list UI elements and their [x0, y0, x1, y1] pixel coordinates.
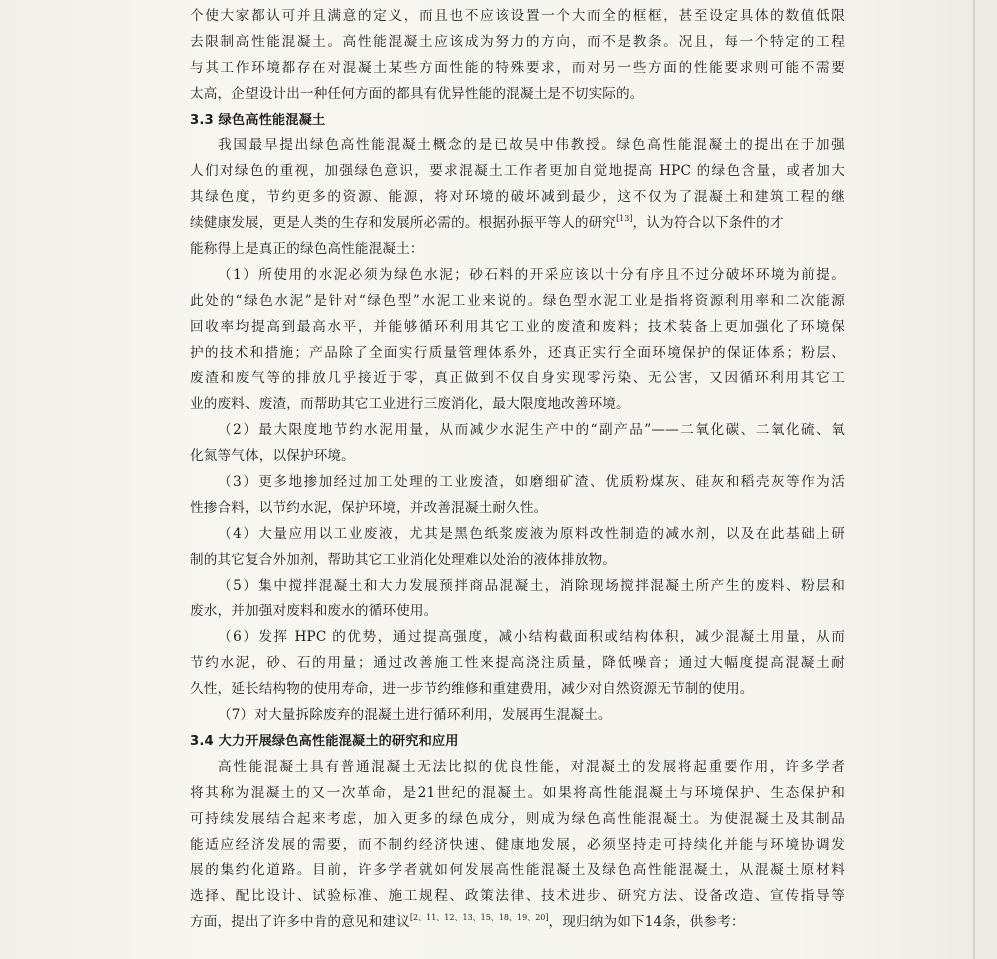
text-line: 废水，并加强对废料和废水的循环使用。 — [190, 603, 438, 620]
text-line-with-citation — [190, 211, 845, 237]
section-heading-3-4: 3.4 大力开展绿色高性能混凝土的研究和应用 — [190, 733, 459, 749]
text-line: 去限制高性能混凝土。高性能混凝土应该成为努力的方向，而不是教条。况且，每一个特定的工程 — [190, 33, 845, 50]
citation-reference: [2、11、12、13、15、18、19、20] — [409, 913, 549, 923]
text-line: （3）更多地掺加经过加工处理的工业废渣，如磨细矿渣、优质粉煤灰、硅灰和稻壳灰等作为活 — [218, 474, 845, 491]
document-body — [190, 4, 845, 936]
text-line: 此处的“绿色水泥”是针对“绿色型”水泥工业来说的。绿色型水泥工业是指将资源利用率和二次能源 — [190, 292, 845, 309]
text-line: 与其工作环境都存在对混凝土某些方面性能的特殊要求，而对另一些方面的性能要求则可能不需要 — [190, 59, 845, 76]
section-3-4-paragraph — [190, 755, 845, 936]
text-line: 可持续发展结合起来考虑，加入更多的绿色成分，则成为绿色高性能混凝土。为使混凝土及其制品 — [190, 810, 845, 827]
condition-item-5 — [190, 574, 845, 626]
text-line: （5）集中搅拌混凝土和大力发展预拌商品混凝土，消除现场搅拌混凝土所产生的废料、粉层和 — [218, 577, 845, 594]
intro-paragraph — [190, 4, 845, 108]
text-line: 高性能混凝土具有普通混凝土无法比拟的优良性能，对混凝土的发展将起重要作用，许多学者 — [218, 758, 845, 775]
text-line: 业的废料、废渣，而帮助其它工业进行三废消化，最大限度地改善环境。 — [190, 396, 630, 413]
text-line: （1）所使用的水泥必须为绿色水泥；砂石料的开采应该以十分有序且不过分破坏环境为前提。 — [218, 266, 845, 283]
text-line: 废渣和废气等的排放几乎接近于零，真正做到不仅自身实现零污染、无公害，又因循环利用其它工 — [190, 370, 845, 387]
text-line: 选择、配比设计、试验标准、施工规程、政策法律、技术进步、研究方法、设备改造、宣传指导等 — [190, 888, 845, 905]
text-line: 将其称为混凝土的又一次革命，是21世纪的混凝土。如果将高性能混凝土与环境保护、生态保护和 — [190, 784, 845, 801]
text-line: 制的其它复合外加剂，帮助其它工业消化处理难以处治的液体排放物。 — [190, 551, 617, 568]
text-line: 能适应经济发展的需要，而不制约经济快速、健康地发展，必须坚持走可持续化并能与环境协调发 — [190, 836, 845, 853]
text-after-citation: ，现归纳为如下14条，供参考： — [548, 914, 745, 931]
section-3-3-paragraph — [190, 133, 845, 262]
text-line: 太高，企望设计出一种任何方面的都具有优异性能的混凝土是不切实际的。 — [190, 85, 644, 102]
citation-reference: [13] — [616, 214, 633, 224]
text-line: 展的集约化道路。目前，许多学者就如何发展高性能混凝土及绿色高性能混凝土，从混凝土原材料 — [190, 862, 845, 879]
text-line: （2）最大限度地节约水泥用量，从而减少水泥生产中的“副产品”——二氧化碳、二氧化硫、氧 — [218, 422, 845, 439]
condition-item-7 — [190, 703, 845, 729]
text-line: 能称得上是真正的绿色高性能混凝土： — [190, 241, 424, 258]
text-before-citation: 方面，提出了许多中肯的意见和建议 — [190, 914, 410, 931]
text-line: 久性，延长结构物的使用寿命，进一步节约维修和重建费用，减少对自然资源无节制的使用。 — [190, 681, 754, 698]
text-line: 护的技术和措施；产品除了全面实行质量管理体系外，还真正实行全面环境保护的保证体系；粉层、 — [190, 344, 845, 361]
text-line: 其绿色度，节约更多的资源、能源，将对环境的破坏减到最少，这不仅为了混凝土和建筑工程的继 — [190, 189, 845, 206]
condition-item-1 — [190, 263, 845, 418]
text-line: 人们对绿色的重视，加强绿色意识，要求混凝土工作者更加自觉地提高 HPC 的绿色含量，或者加大 — [190, 163, 845, 180]
text-line: （7）对大量拆除废弃的混凝土进行循环利用，发展再生混凝土。 — [218, 707, 612, 724]
text-line: 性掺合料，以节约水泥，保护环境，并改善混凝土耐久性。 — [190, 499, 548, 516]
text-line: （6）发挥 HPC 的优势，通过提高强度，减小结构截面积或结构体积，减少混凝土用量，从而 — [218, 629, 845, 646]
text-line: 回收率均提高到最高水平，并能够循环利用其它工业的废渣和废料；技术装备上更加强化了环境保 — [190, 318, 845, 335]
condition-item-4 — [190, 522, 845, 574]
section-heading-3-3: 3.3 绿色高性能混凝土 — [190, 112, 326, 128]
page-edge-shadow — [973, 0, 975, 959]
condition-item-3 — [190, 470, 845, 522]
text-line: （4）大量应用以工业废液，尤其是黑色纸浆废液为原料改性制造的减水剂，以及在此基础上研 — [218, 525, 845, 542]
condition-item-2 — [190, 418, 845, 470]
text-line: 节约水泥，砂、石的用量；通过改善施工性来提高浇注质量，降低噪音；通过大幅度提高混凝土耐 — [190, 655, 845, 672]
condition-item-6 — [190, 625, 845, 703]
text-line: 个使大家都认可并且满意的定义，而且也不应该设置一个大而全的框框，甚至设定具体的数值低限 — [190, 8, 845, 24]
text-after-citation: ，认为符合以下条件的才 — [632, 215, 784, 232]
text-line-with-citation — [190, 910, 845, 936]
text-before-citation: 续健康发展，更是人类的生存和发展所必需的。根据孙振平等人的研究 — [190, 215, 617, 232]
text-line: 化氮等气体，以保护环境。 — [190, 448, 355, 465]
text-line: 我国最早提出绿色高性能混凝土概念的是已故吴中伟教授。绿色高性能混凝土的提出在于加强 — [218, 137, 845, 154]
